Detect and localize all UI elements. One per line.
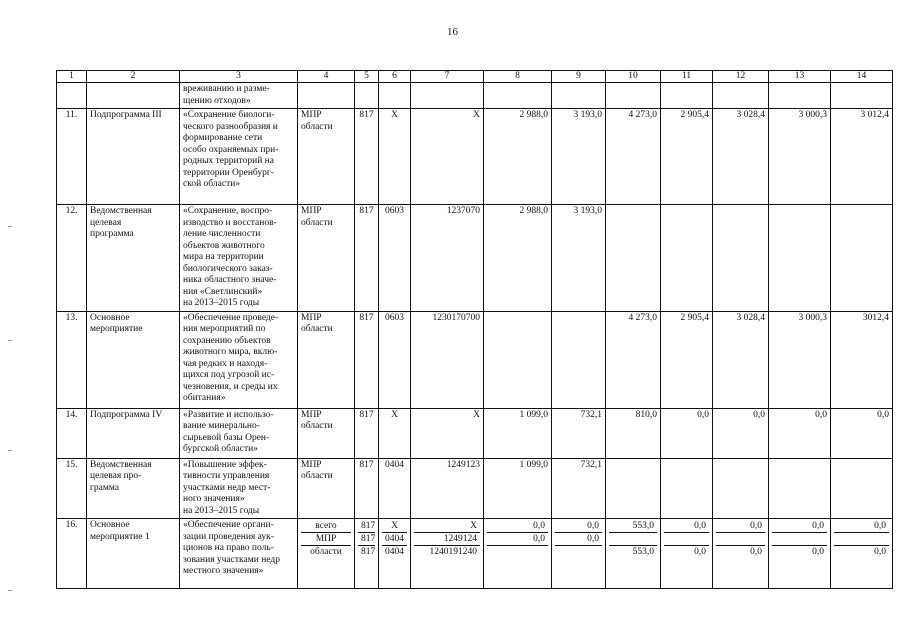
grbs-code: 817 [361,547,376,557]
executor: МПР области [301,110,333,132]
program-type: Ведомственная целевая про- грамма [90,459,152,493]
margin-mark [8,226,12,227]
executor: МПР [301,533,351,546]
section-code: 0404 [382,533,407,546]
amount-cell: 3 028,4 [736,110,765,120]
table-row [57,311,893,408]
program-name: «Обеспечение проведе- ния мероприятий по сохранению объектов животного мира, вклю- чая редких и находя- щихся под угрозой ис- чезновения, и среды их обитания» [183,312,279,403]
section-code: 0603 [385,312,404,323]
amount-cell: 1 099,0 [519,459,548,470]
amount-cell: 0,0 [555,520,602,533]
column-number: 4 [298,71,355,83]
section-code: 0404 [385,547,404,557]
amount-cell: 3 193,0 [573,110,602,120]
amount-cell [487,546,548,558]
program-type: Основное мероприятие [90,312,143,334]
table-row [57,458,893,519]
amount-cell: 0,0 [697,409,709,420]
section-code: 0603 [385,206,404,216]
row-number: 11. [65,110,78,120]
executor: МПР области [301,459,333,481]
amount-cell: 732,1 [580,459,602,470]
amount-cell: 3 012,4 [860,110,889,120]
amount-cell: 0,0 [812,547,824,557]
column-number: 11 [661,71,713,83]
row-number: 12. [65,206,78,216]
grbs-code: 817 [359,206,374,216]
program-name: «Сохранение биологи- ческого разнообразия и формирование сети особо охраняемых при- родных территорий на территории Оренбург- ской области» [183,110,279,189]
amount-cell: 0,0 [834,520,889,533]
column-number: 7 [411,71,484,83]
column-number: 14 [831,71,893,83]
amount-cell: 2 988,0 [519,110,548,120]
margin-mark [8,450,12,451]
table-row [57,205,893,312]
amount-cell: 3 000,3 [798,110,827,120]
target-article-code: 1237070 [446,206,480,216]
amount-cell: 0,0 [716,520,765,533]
amount-cell: 3 000,3 [798,312,827,323]
section-code: Х [391,409,398,420]
target-article-code: 1240191240 [429,547,477,557]
continuation-row [57,83,893,109]
amount-cell [834,533,889,546]
section-code: Х [391,110,398,120]
amount-cell: 0,0 [815,409,827,420]
program-name: «Повышение эффек- тивности управления участками недр мест- ного значения» на 2013–2015 годы [183,459,271,516]
amount-cell: 2 905,4 [680,312,709,323]
target-article-code: 1249123 [446,459,480,470]
amount-cell [716,533,765,546]
amount-cell: 0,0 [750,547,762,557]
amount-cell: 0,0 [772,520,827,533]
program-type: Ведомственная целевая программа [90,206,152,239]
column-number: 6 [379,71,411,83]
executor: всего [301,520,351,533]
amount-cell: 553,0 [632,547,654,557]
amount-cell [664,533,709,546]
target-article-code: Х [473,110,480,120]
amount-cell: 0,0 [555,533,602,546]
column-number: 3 [180,71,298,83]
column-number: 12 [713,71,769,83]
column-number-row [57,71,893,83]
amount-cell [609,533,657,546]
amount-cell: 4 273,0 [628,110,657,120]
program-type: Основное мероприятие 1 [90,520,150,542]
amount-cell [555,546,602,558]
continuation-text: вреживанию и разме- щению отходов» [183,84,270,106]
amount-cell: 553,0 [609,520,657,533]
amount-cell: 1 099,0 [519,409,548,420]
target-article-code: Х [414,520,480,533]
margin-mark [8,590,12,591]
amount-cell: 0,0 [694,547,706,557]
executor: МПР области [301,409,333,431]
column-number: 10 [606,71,661,83]
row-number: 15. [65,459,78,470]
program-name: «Сохранение, воспро- изводство и восстанов- ление численности объектов животного мира на территории биологического заказ- ника областного значе- ния «Светлинский» на 2013–2015 годы [183,206,277,308]
column-number: 13 [769,71,831,83]
amount-cell: 810,0 [635,409,657,420]
amount-cell: 2 905,4 [680,110,709,120]
row-number: 13. [65,312,78,323]
page-number: 16 [447,26,458,38]
program-name: «Развитие и использо- вание минерально- сырьевой базы Орен- бургской области» [183,409,274,454]
program-type: Подпрограмма IV [90,409,163,420]
target-article-code: Х [473,409,480,420]
section-code: Х [382,520,407,533]
executor: МПР области [301,206,333,228]
target-article-code: 1230170700 [432,312,480,323]
amount-cell [772,533,827,546]
amount-cell: 3 193,0 [573,206,602,216]
column-number: 1 [57,71,87,83]
row-number: 14. [65,409,78,420]
amount-cell: 3012,4 [862,312,889,323]
table-row [57,519,893,589]
grbs-code: 817 [359,409,374,420]
grbs-code: 817 [359,459,374,470]
grbs-code: 817 [359,110,374,120]
budget-table [56,70,893,589]
column-number: 5 [355,71,379,83]
row-number: 16. [65,520,78,530]
executor: МПР области [301,312,333,334]
amount-cell: 0,0 [877,409,889,420]
amount-cell: 0,0 [664,520,709,533]
program-name: «Обеспечение органи- зации проведения аук- ционов на право поль- зования участками недр местного значения» [183,520,280,576]
section-code: 0404 [385,459,404,470]
column-number: 2 [87,71,180,83]
grbs-code: 817 [358,520,375,533]
program-type: Подпрограмма III [90,110,162,120]
amount-cell: 732,1 [580,409,602,420]
amount-cell: 2 988,0 [519,206,548,216]
amount-cell: 0,0 [487,520,548,533]
column-number: 8 [484,71,552,83]
grbs-code: 817 [359,312,374,323]
column-number: 9 [552,71,606,83]
margin-mark [8,340,12,341]
amount-cell: 3 028,4 [736,312,765,323]
table-row [57,109,893,205]
amount-cell: 0,0 [487,533,548,546]
amount-cell: 0,0 [874,547,886,557]
executor: области [310,547,342,557]
table-row [57,408,893,458]
amount-cell: 4 273,0 [628,312,657,323]
grbs-code: 817 [358,533,375,546]
amount-cell: 0,0 [753,409,765,420]
target-article-code: 1249124 [414,533,480,546]
